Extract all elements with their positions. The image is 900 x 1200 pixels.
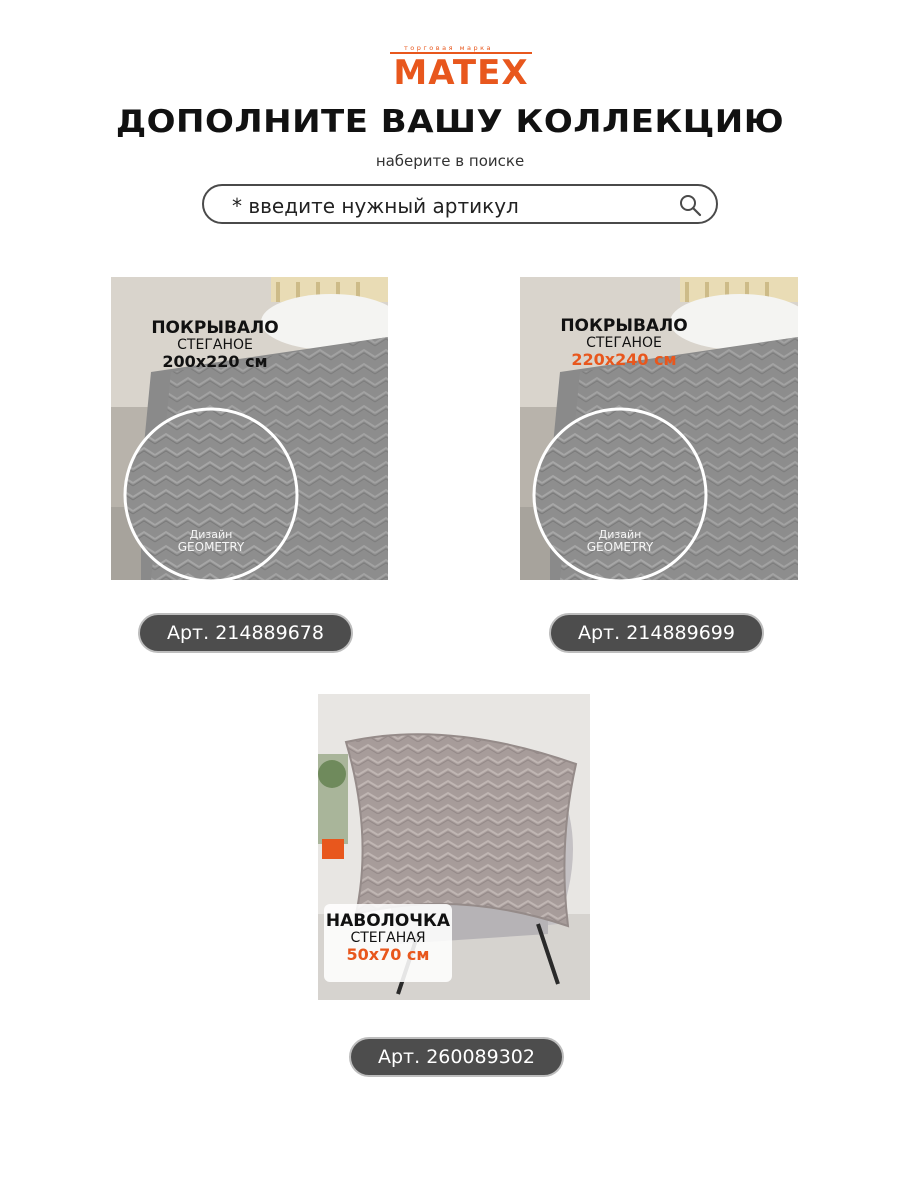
page-subtitle: наберите в поиске	[375, 152, 525, 170]
product-kind: СТЕГАНОЕ	[586, 334, 662, 351]
product-kind: СТЕГАНАЯ	[350, 929, 426, 946]
design-caption: Дизайн	[598, 528, 642, 541]
product-image-pillowcase-50x70[interactable]	[318, 694, 590, 1000]
bedspread-label	[524, 317, 724, 369]
page-title: ДОПОЛНИТЕ ВАШУ КОЛЛЕКЦИЮ	[115, 103, 785, 141]
article-badge-3[interactable]: Арт. 260089302	[349, 1037, 564, 1077]
product-size: 50x70 см	[346, 945, 430, 965]
product-size: 200x220 см	[162, 352, 268, 372]
search-icon[interactable]	[678, 193, 702, 217]
pillowcase-label	[324, 912, 452, 964]
product-image-bedspread-220x240[interactable]	[520, 277, 798, 580]
product-size: 220x240 см	[571, 350, 677, 370]
brand-tagline: торговая марка	[404, 44, 493, 52]
product-type: ПОКРЫВАЛО	[151, 318, 279, 338]
design-label	[166, 529, 256, 554]
design-caption: Дизайн	[189, 528, 233, 541]
design-label	[575, 529, 665, 554]
search-hint: * введите нужный артикул	[232, 194, 519, 218]
product-image-bedspread-200x220[interactable]	[111, 277, 388, 580]
article-badge-2[interactable]: Арт. 214889699	[549, 613, 764, 653]
design-name: GEOMETRY	[586, 540, 654, 555]
design-name: GEOMETRY	[177, 540, 245, 555]
brand-name: MATEX	[393, 53, 529, 93]
brand-logo	[386, 44, 536, 94]
product-type: ПОКРЫВАЛО	[560, 316, 688, 336]
product-type: НАВОЛОЧКА	[325, 911, 451, 931]
article-badge-1[interactable]: Арт. 214889678	[138, 613, 353, 653]
search-bar[interactable]	[202, 184, 718, 224]
bedspread-label	[115, 319, 315, 371]
product-kind: СТЕГАНОЕ	[177, 336, 253, 353]
